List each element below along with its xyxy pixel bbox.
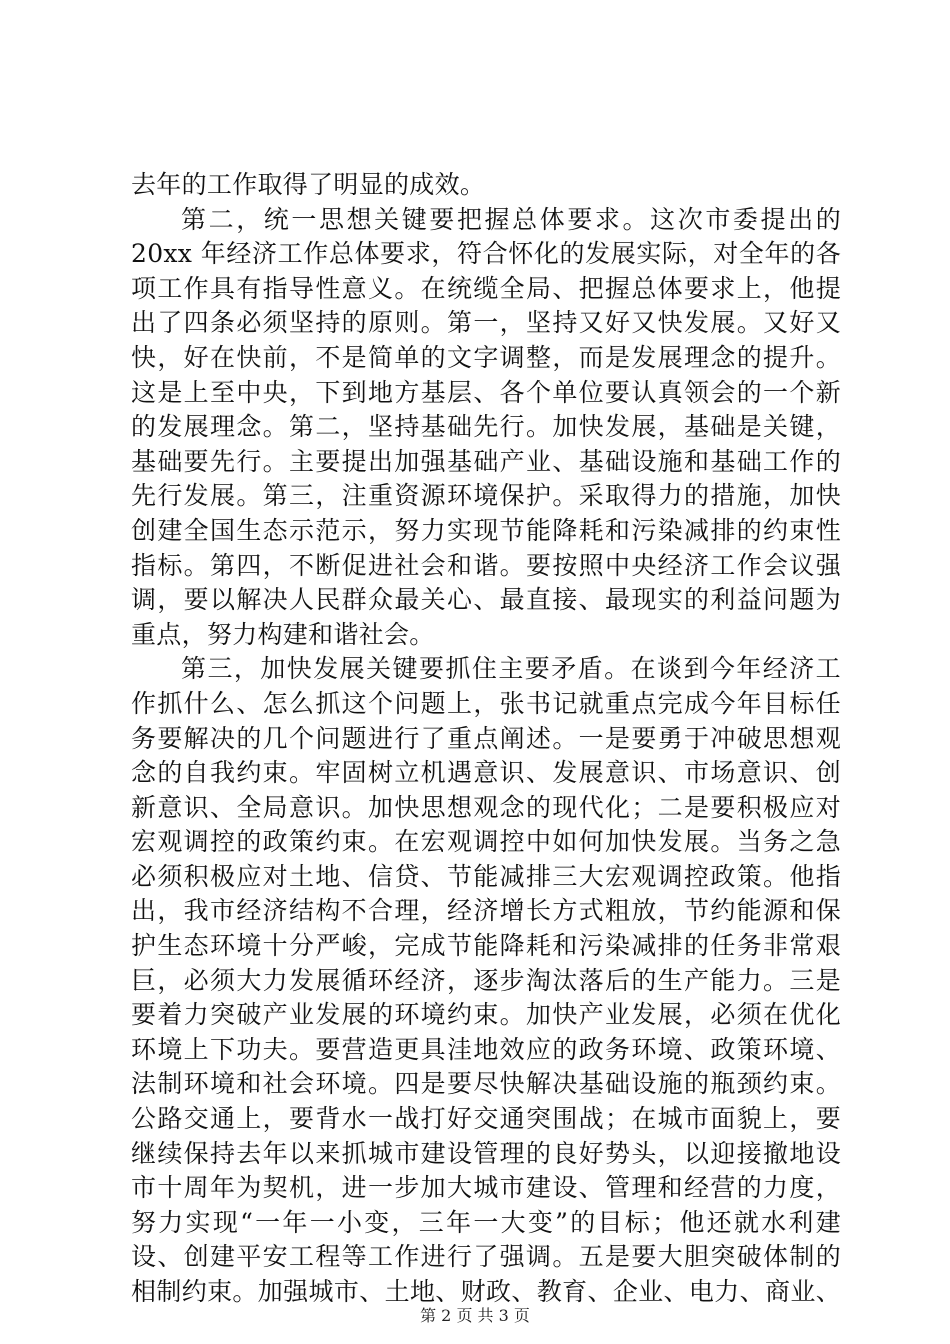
- text-line: 市十周年为契机，进一步加大城市建设、管理和经营的力度，: [131, 1173, 841, 1203]
- text-line: 努力实现“一年一小变，三年一大变”的目标；他还就水利建: [131, 1207, 841, 1237]
- text-line: 的发展理念。第二，坚持基础先行。加快发展，基础是关键，: [131, 412, 841, 442]
- text-line: 法制环境和社会环境。四是要尽快解决基础设施的瓶颈约束。: [131, 1069, 841, 1099]
- text-line: 指标。第四，不断促进社会和谐。要按照中央经济工作会议强: [131, 550, 841, 580]
- text-line: 去年的工作取得了明显的成效。: [131, 170, 486, 199]
- text-line: 调，要以解决人民群众最关心、最直接、最现实的利益问题为: [131, 585, 841, 615]
- text-line: 创建全国生态示范示，努力实现节能降耗和污染减排的约束性: [131, 515, 841, 545]
- text-line: 巨，必须大力发展循环经济，逐步淘汰落后的生产能力。三是: [131, 965, 841, 995]
- text-line: 护生态环境十分严峻，完成节能降耗和污染减排的任务非常艰: [131, 931, 841, 961]
- text-line: 快，好在快前，不是简单的文字调整，而是发展理念的提升。: [131, 342, 841, 372]
- text-line: 相制约束。加强城市、土地、财政、教育、企业、电力、商业、: [131, 1277, 841, 1306]
- text-line: 先行发展。第三，注重资源环境保护。采取得力的措施，加快: [131, 481, 841, 511]
- text-line: 作抓什么、怎么抓这个问题上，张书记就重点完成今年目标任: [131, 688, 841, 718]
- text-line: 出了四条必须坚持的原则。第一，坚持又好又快发展。又好又: [131, 308, 841, 338]
- text-line: 第二，统一思想关键要把握总体要求。这次市委提出的: [181, 204, 841, 234]
- text-line: 基础要先行。主要提出加强基础产业、基础设施和基础工作的: [131, 446, 841, 476]
- text-line: 20xx 年经济工作总体要求，符合怀化的发展实际，对全年的各: [131, 239, 841, 269]
- text-line: 必须积极应对土地、信贷、节能减排三大宏观调控政策。他指: [131, 861, 841, 891]
- text-line: 出，我市经济结构不合理，经济增长方式粗放，节约能源和保: [131, 896, 841, 926]
- text-line: 念的自我约束。牢固树立机遇意识、发展意识、市场意识、创: [131, 758, 841, 788]
- text-line: 继续保持去年以来抓城市建设管理的良好势头，以迎接撤地设: [131, 1138, 841, 1168]
- text-line: 宏观调控的政策约束。在宏观调控中如何加快发展。当务之急: [131, 827, 841, 857]
- body-text: [131, 168, 841, 1310]
- text-line: 要着力突破产业发展的环境约束。加快产业发展，必须在优化: [131, 1000, 841, 1030]
- text-line: 设、创建平安工程等工作进行了强调。五是要大胆突破体制的: [131, 1242, 841, 1272]
- text-line: 重点，努力构建和谐社会。: [131, 619, 435, 649]
- text-line: 务要解决的几个问题进行了重点阐述。一是要勇于冲破思想观: [131, 723, 841, 753]
- text-line: 项工作具有指导性意义。在统缆全局、把握总体要求上，他提: [131, 273, 841, 303]
- page-footer: 第 2 页 共 3 页: [420, 1306, 530, 1325]
- text-line: 环境上下功夫。要营造更具洼地效应的政务环境、政策环境、: [131, 1034, 841, 1064]
- text-line: 新意识、全局意识。加快思想观念的现代化；二是要积极应对: [131, 792, 841, 822]
- text-line: 第三，加快发展关键要抓住主要矛盾。在谈到今年经济工: [181, 654, 841, 684]
- text-line: 这是上至中央，下到地方基层、各个单位要认真领会的一个新: [131, 377, 841, 407]
- text-line: 公路交通上，要背水一战打好交通突围战；在城市面貌上，要: [131, 1104, 841, 1134]
